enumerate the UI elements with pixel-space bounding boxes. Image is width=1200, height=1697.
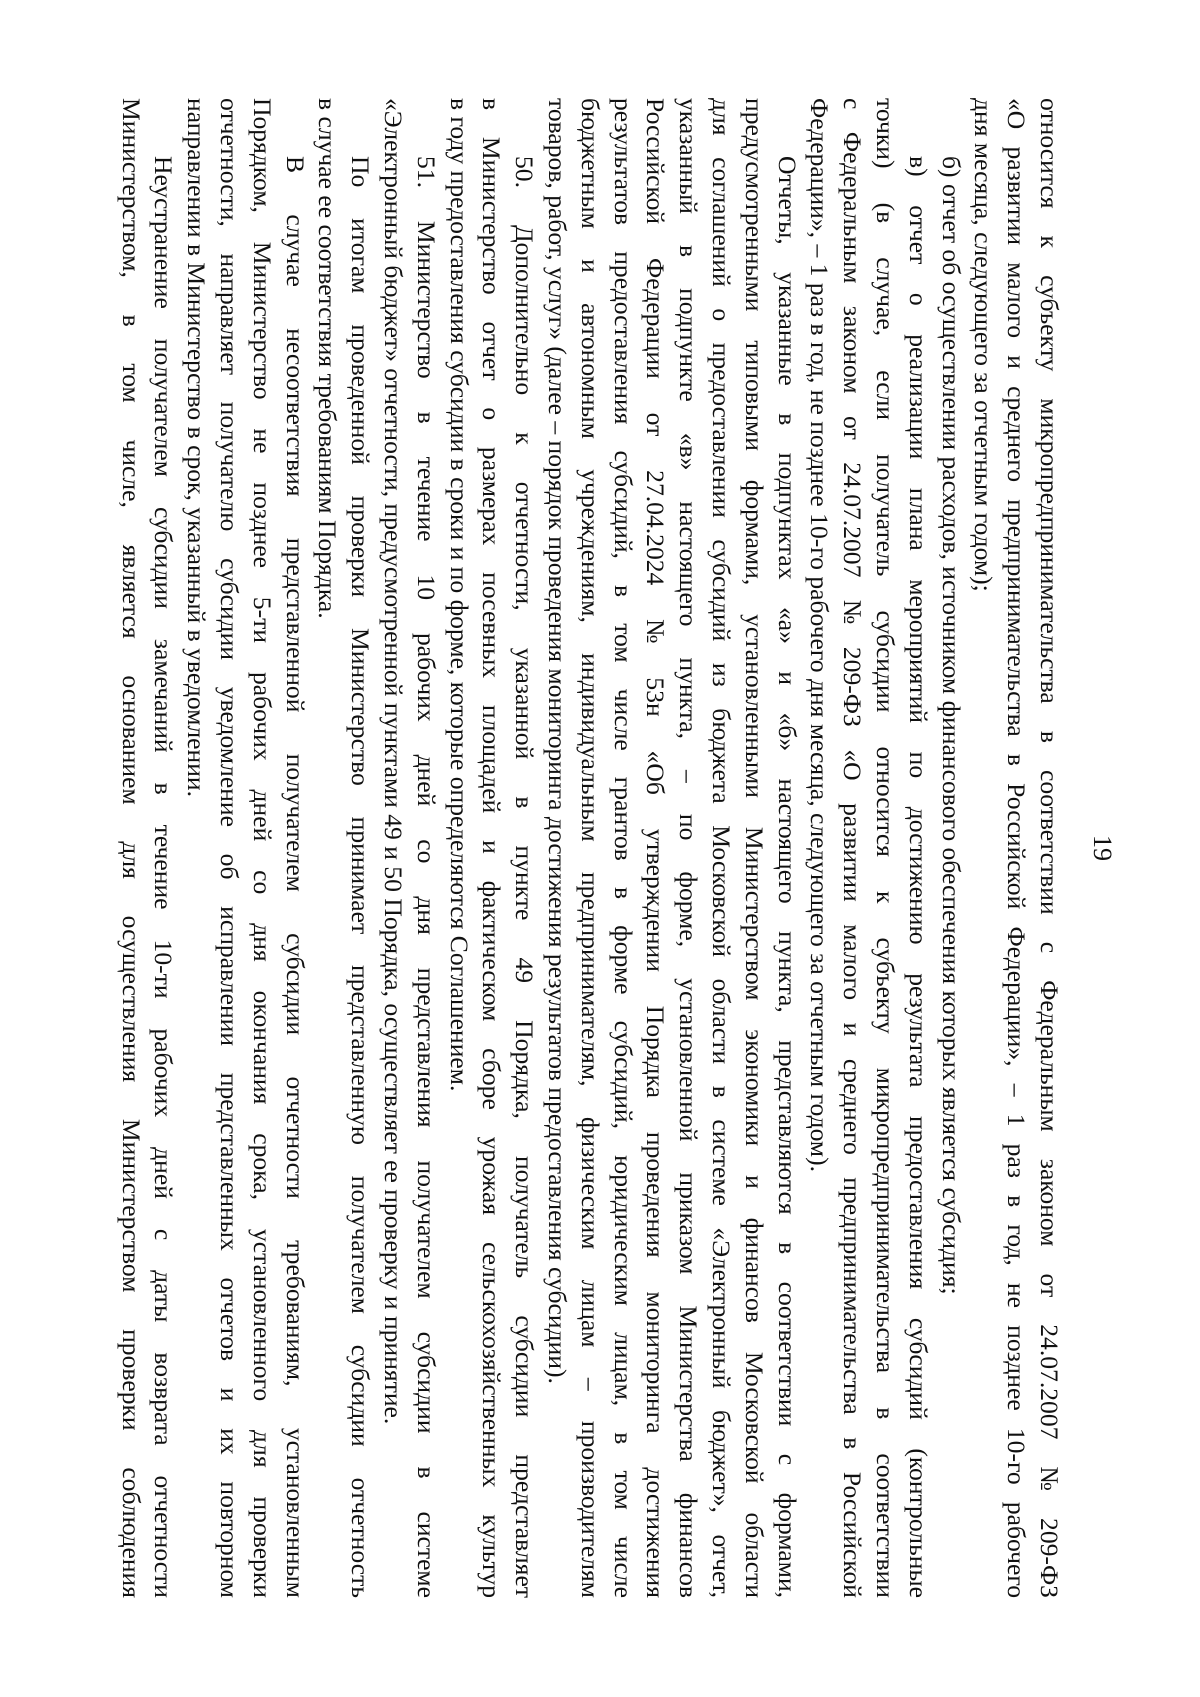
text-line: б) отчет об осуществлении расходов, источником финансового обеспечения которых является субсидия; (936, 156, 966, 1295)
text-line: направлении в Министерство в срок, указанный в уведомлении. (182, 98, 212, 798)
text-line: в году предоставления субсидии в сроки и по форме, которые определяются Соглашением. (444, 98, 474, 1092)
text-line: для соглашений о предоставлении субсидий из бюджета Московской области в системе «Электронный бюджет», отчет, (707, 98, 737, 1598)
text-line: Российской Федерации от 27.04.2024 № 53н «Об утверждении Порядка проведения мониторинга достижения (641, 98, 671, 1598)
text-line: в Министерство отчет о размерах посевных площадей и фактическом сборе урожая сельскохозяйственных культур (477, 98, 507, 1598)
text-line: в случае ее соответствия требованиям Порядка. (313, 98, 343, 619)
text-line: Неустранение получателем субсидии замечаний в течение 10-ти рабочих дней с даты возврата отчетности (149, 156, 179, 1598)
text-line: товаров, работ, услуг» (далее – порядок проведения мониторинга достижения результатов предоставления субсидии). (543, 98, 573, 1384)
text-line: отчетности, направляет получателю субсидии уведомление об исправлении представленных отчетов и их повторном (215, 98, 245, 1598)
text-line: дня месяца, следующего за отчетным годом); (969, 98, 999, 592)
text-line: в) отчет о реализации плана мероприятий по достижению результата предоставления субсидий (контрольные (903, 156, 933, 1598)
text-line: относится к субъекту микропредпринимательства в соответствии с Федеральным законом от 24.07.2007 № 209-ФЗ (1035, 98, 1064, 1598)
text-line: В случае несоответствия представленной получателем субсидии отчетности требованиям, установленным (280, 156, 310, 1598)
page-number: 19 (1088, 835, 1117, 861)
text-line: точки) (в случае, если получатель субсидии относится к субъекту микропредпринимательства в соответствии (871, 98, 901, 1598)
text-line: результатов предоставления субсидий, в том числе грантов в форме субсидий, юридическим лицам, в том числе (608, 98, 638, 1598)
text-line: бюджетным и автономным учреждениям, индивидуальным предпринимателям, физическим лицам – производителям (575, 98, 605, 1598)
text-line: 50. Дополнительно к отчетности, указанной в пункте 49 Порядка, получатель субсидии представляет (510, 156, 540, 1598)
document-body (114, 98, 1065, 1598)
text-line: «Электронный бюджет» отчетности, предусмотренной пунктами 49 и 50 Порядка, осуществляет ее проверку и принятие. (379, 98, 409, 1425)
text-line: Министерством, в том числе, является основанием для осуществления Министерством проверки соблюдения (116, 98, 146, 1598)
text-line: По итогам проведенной проверки Министерство принимает представленную получателем субсидии отчетность (346, 156, 376, 1598)
text-line: с Федеральным законом от 24.07.2007 № 209-ФЗ «О развитии малого и среднего предпринимательства в Российской (838, 98, 868, 1598)
text-line: Федерации», – 1 раз в год, не позднее 10-го рабочего дня месяца, следующего за отчетным годом). (805, 98, 835, 1173)
text-line: Порядком, Министерство не позднее 5-ти рабочих дней со дня окончания срока, установленного для проверки (247, 98, 277, 1598)
text-line: предусмотренными типовыми формами, установленными Министерством экономики и финансов Московской области (739, 98, 769, 1599)
rotated-document-page (116, 98, 1117, 1599)
text-line: «О развитии малого и среднего предпринимательства в Российской Федерации», – 1 раз в год, не позднее 10-го рабочего (1002, 98, 1032, 1599)
text-line: указанный в подпункте «в» настоящего пункта, – по форме, установленной приказом Министерства финансов (674, 98, 704, 1599)
text-line: Отчеты, указанные в подпунктах «а» и «б» настоящего пункта, представляются в соответствии с формами, (772, 156, 802, 1599)
text-line: 51. Министерство в течение 10 рабочих дней со дня представления получателем субсидии в системе (411, 156, 441, 1598)
